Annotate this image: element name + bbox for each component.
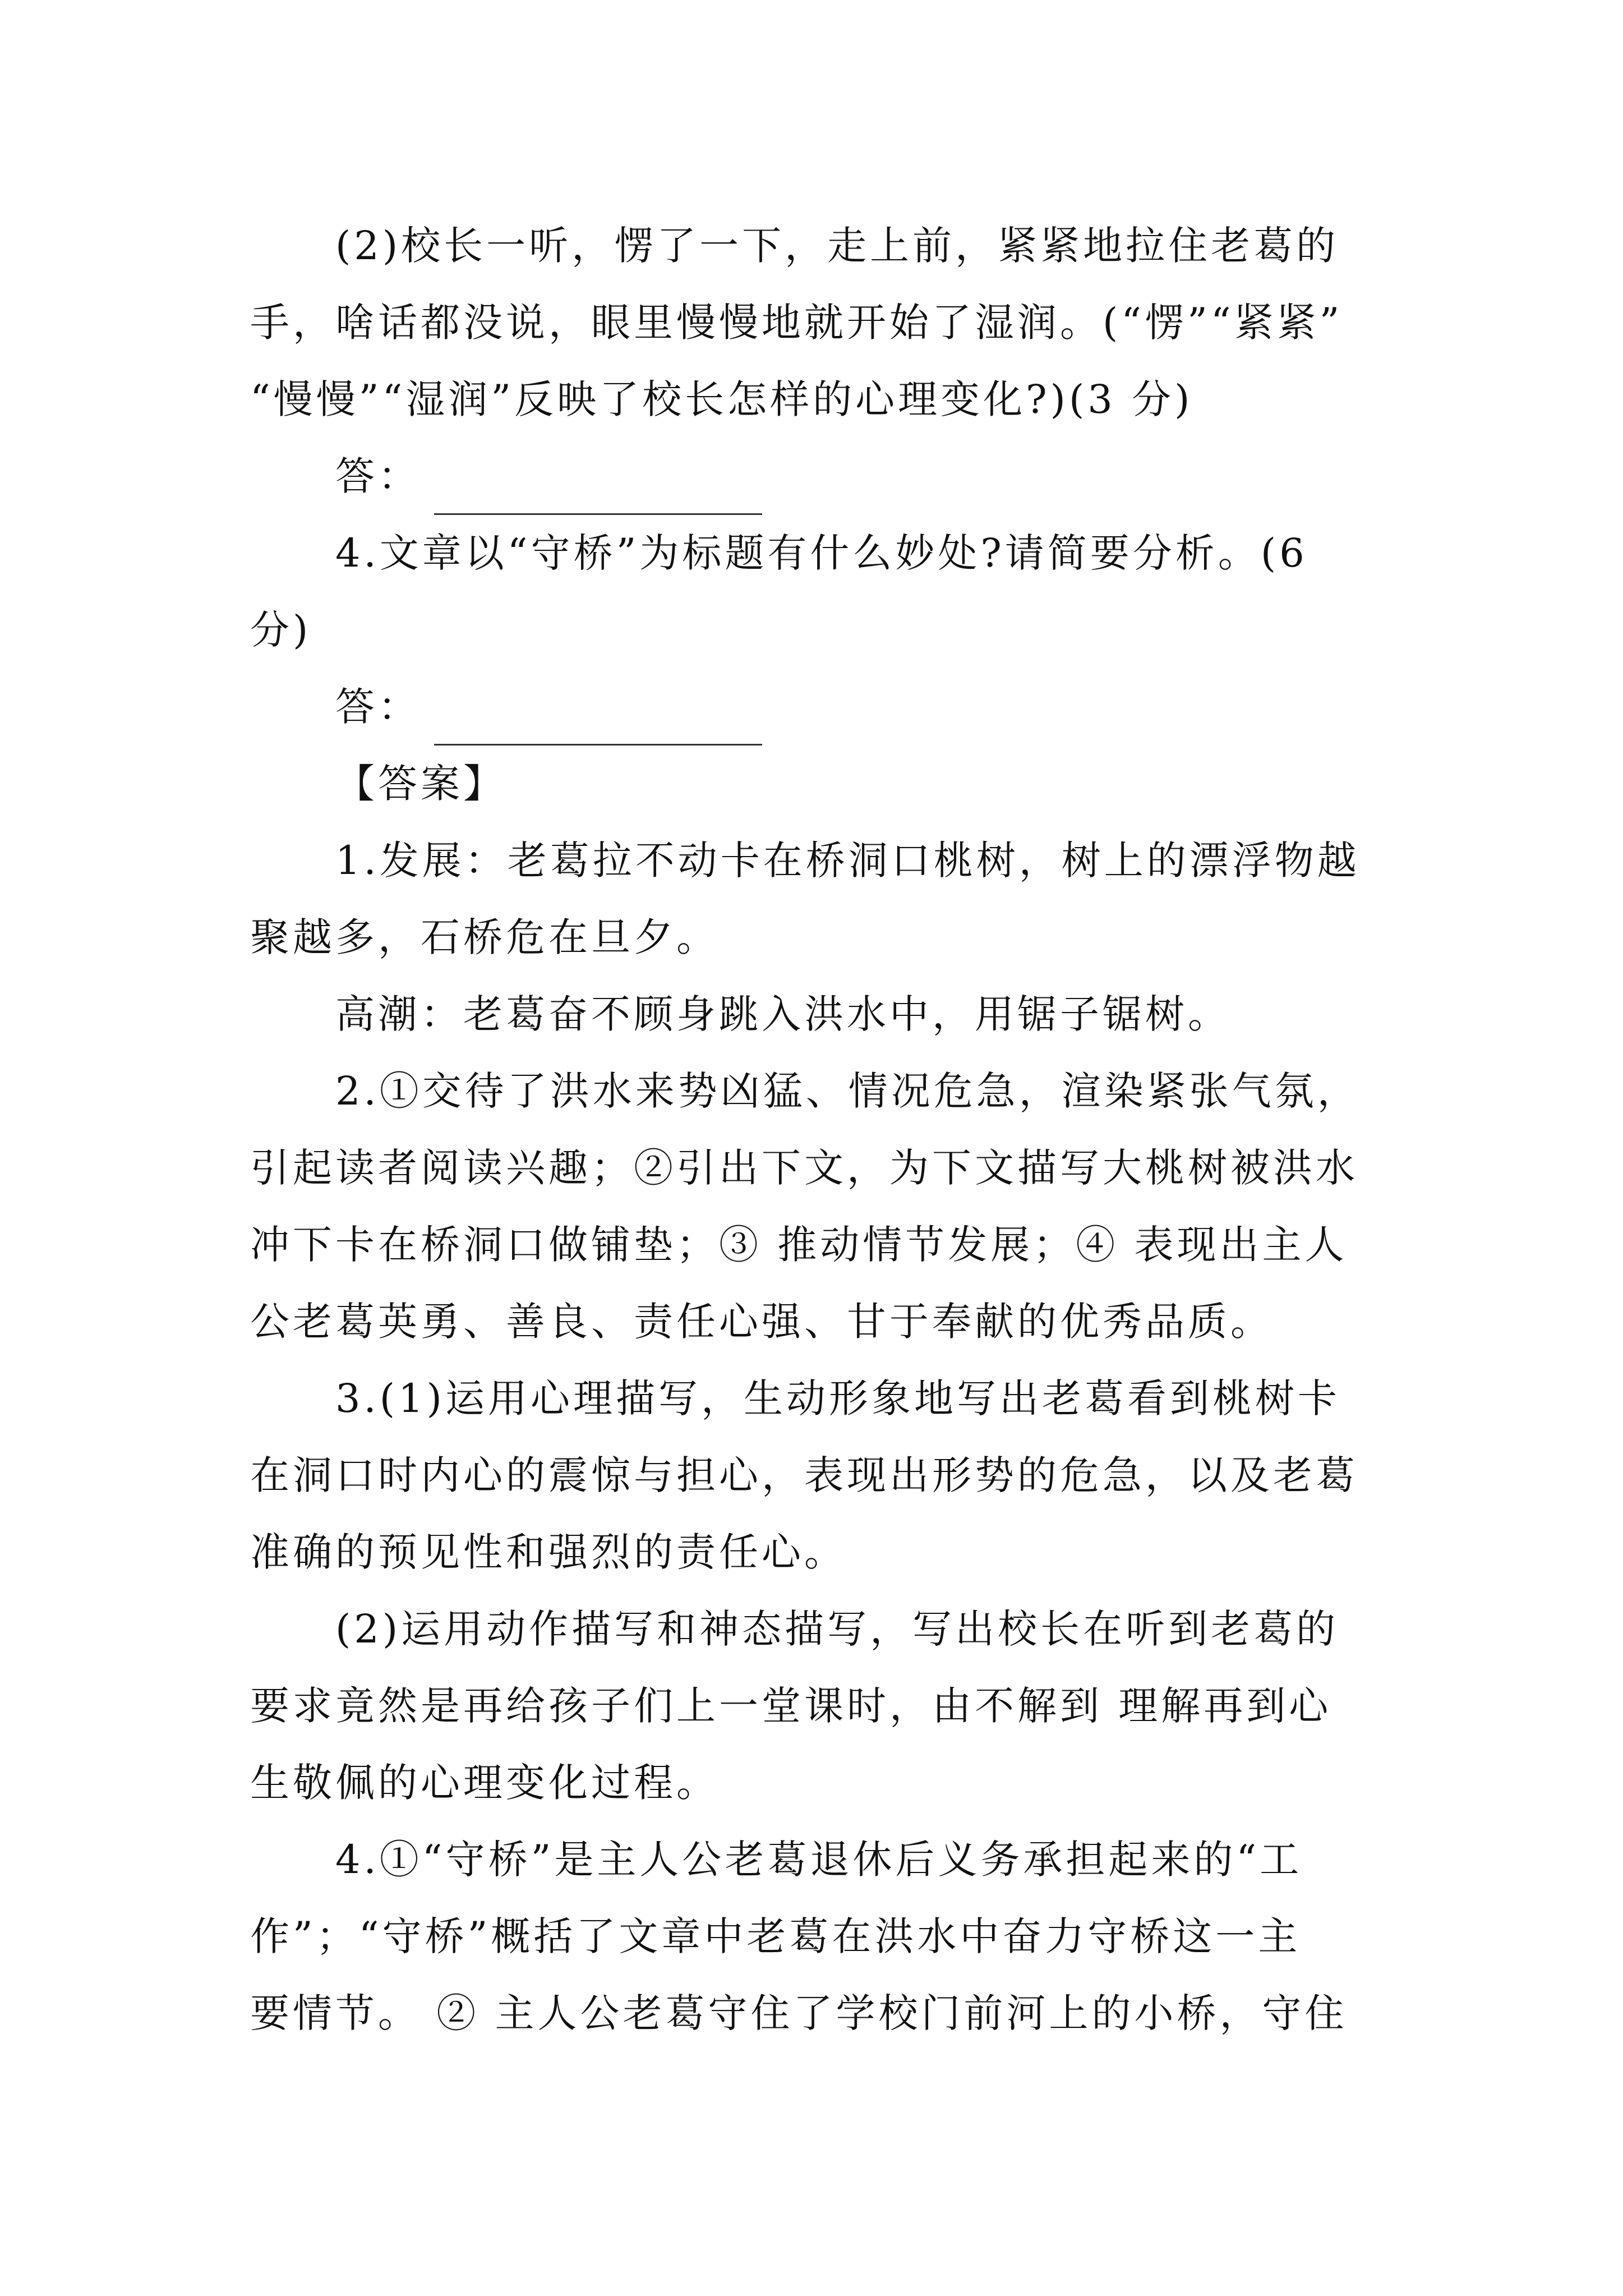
answer-line (250, 669, 1394, 746)
line-text: 3.(1)运用心理描写，生动形象地写出老葛看到桃树卡 (335, 1375, 1340, 1421)
text-line (250, 822, 1394, 899)
text-line (250, 899, 1394, 976)
text-line (250, 1437, 1394, 1514)
line-text: 4.文章以“守桥”为标题有什么妙处?请简要分析。(6 (335, 530, 1308, 576)
text-line (250, 1898, 1394, 1975)
answer-label: 答： (335, 453, 421, 499)
text-line (250, 284, 1394, 361)
line-text: 在洞口时内心的震惊与担心，表现出形势的危急，以及老葛 (250, 1452, 1358, 1498)
text-line (250, 1668, 1394, 1745)
line-text: (2)运用动作描写和神态描写，写出校长在听到老葛的 (335, 1606, 1339, 1652)
line-text: 要求竟然是再给孩子们上一堂课时，由不解到 理解再到心 (250, 1683, 1332, 1729)
text-line (250, 746, 1394, 822)
answer-line (250, 438, 1394, 515)
text-line (250, 592, 1394, 669)
line-text: 聚越多，石桥危在旦夕。 (250, 914, 719, 960)
text-line (250, 1283, 1394, 1360)
text-line (250, 976, 1394, 1053)
text-line (250, 1514, 1394, 1591)
line-text: 引起读者阅读兴趣；②引出下文，为下文描写大桃树被洪水 (250, 1145, 1358, 1191)
text-line (250, 1207, 1394, 1283)
text-line (250, 1591, 1394, 1668)
line-text: (2)校长一听，愣了一下，走上前，紧紧地拉住老葛的 (335, 223, 1339, 269)
line-text: 2.①交待了洪水来势凶猛、情况危急，渲染紧张气氛， (335, 1068, 1360, 1114)
text-line (250, 208, 1394, 284)
document-body (250, 208, 1394, 2052)
line-text: 作”；“守桥”概括了文章中老葛在洪水中奋力守桥这一主 (250, 1913, 1301, 1959)
text-line (250, 1975, 1394, 2052)
text-line (250, 1745, 1394, 1821)
text-line (250, 1821, 1394, 1898)
answer-blank[interactable] (434, 494, 762, 515)
line-text: “慢慢”“湿润”反映了校长怎样的心理变化?)(3 分) (250, 376, 1193, 422)
line-text: 高潮：老葛奋不顾身跳入洪水中，用锯子锯树。 (335, 991, 1230, 1037)
line-text: 手，啥话都没说，眼里慢慢地就开始了湿润。(“愣”“紧紧” (250, 300, 1343, 346)
line-text: 公老葛英勇、善良、责任心强、甘于奉献的优秀品质。 (250, 1299, 1273, 1345)
text-line (250, 361, 1394, 438)
line-text: 要情节。 ② 主人公老葛守住了学校门前河上的小桥，守住 (250, 1990, 1348, 2036)
line-text: 4.①“守桥”是主人公老葛退休后义务承担起来的“工 (335, 1837, 1303, 1883)
line-text: 生敬佩的心理变化过程。 (250, 1760, 719, 1806)
line-text: 1.发展：老葛拉不动卡在桥洞口桃树，树上的漂浮物越 (335, 838, 1360, 884)
line-text: 冲下卡在桥洞口做铺垫；③ 推动情节发展；④ 表现出主人 (250, 1222, 1348, 1268)
text-line (250, 1130, 1394, 1207)
text-line (250, 1053, 1394, 1130)
line-text: 分) (250, 607, 312, 653)
line-text: 准确的预见性和强烈的责任心。 (250, 1529, 847, 1575)
answer-label: 答： (335, 684, 421, 730)
line-text: 【答案】 (335, 761, 506, 807)
text-line (250, 515, 1394, 592)
answer-blank[interactable] (434, 725, 762, 746)
text-line (250, 1360, 1394, 1437)
